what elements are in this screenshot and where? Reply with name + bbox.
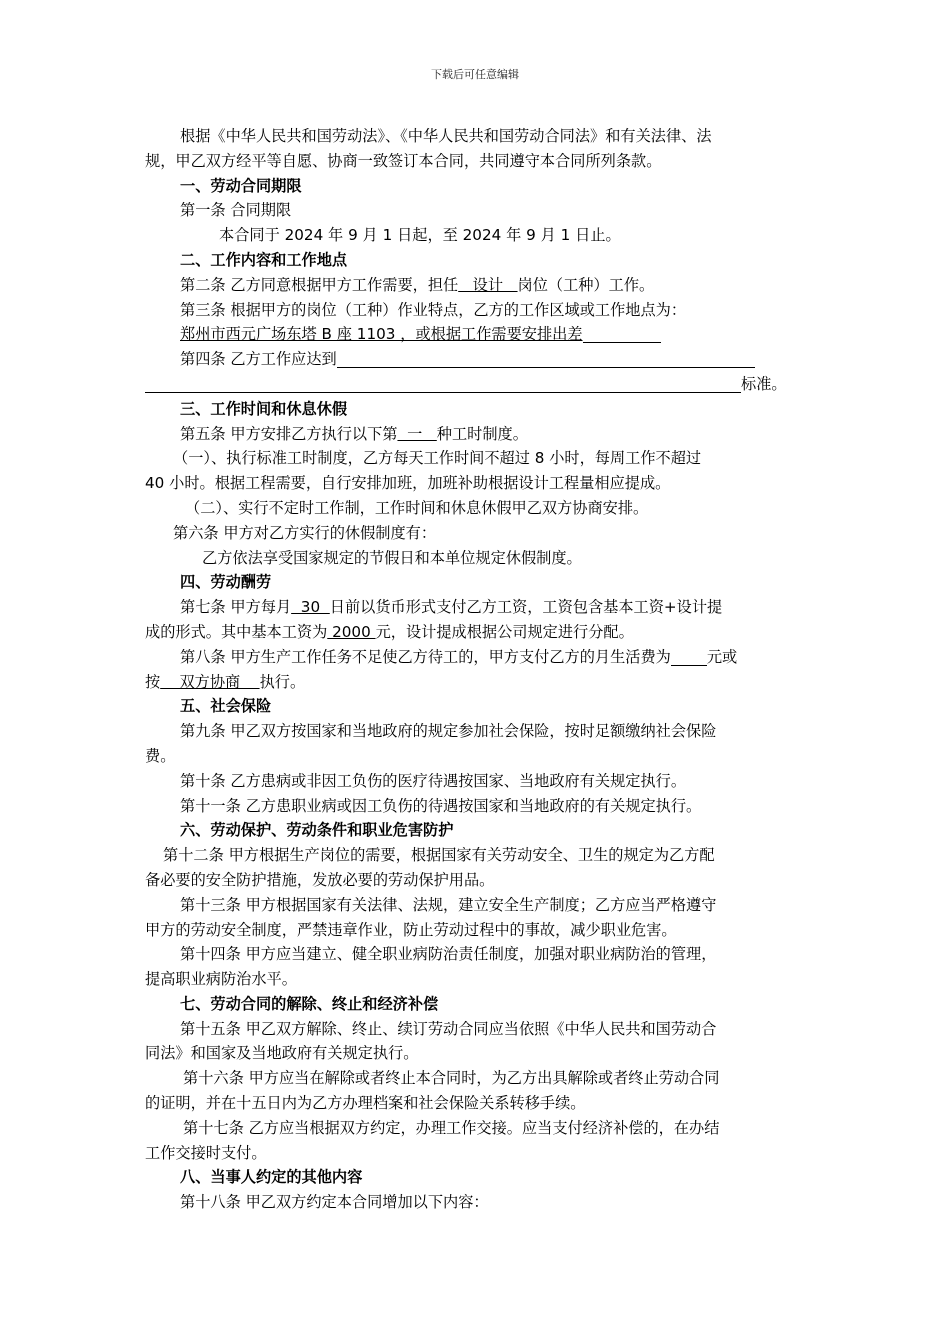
article-8-mid: 元或 [706, 647, 738, 666]
section-heading-term: 一、劳动合同期限 [180, 176, 302, 195]
section-heading-insurance: 五、社会保险 [180, 697, 272, 716]
article-18: 第十八条 甲乙双方约定本合同增加以下内容： [180, 1193, 489, 1212]
article-1: 第一条 合同期限 [180, 201, 292, 220]
article-7-cont [145, 620, 805, 645]
work-location [145, 322, 805, 347]
article-16-cont: 的证明，并在十五日内为乙方办理档案和社会保险关系转移手续。 [145, 1094, 586, 1113]
intro-line-2: 规，甲乙双方经平等自愿、协商一致签订本合同，共同遵守本合同所列条款。 [145, 151, 662, 170]
work-location-blank [583, 325, 661, 343]
section-heading-other: 八、当事人约定的其他内容 [180, 1168, 363, 1187]
article-7-text: 第七条 甲方每月 [180, 598, 292, 617]
article-4-text: 第四条 乙方工作应达到 [180, 350, 337, 369]
article-14: 第十四条 甲方应当建立、健全职业病防治责任制度，加强对职业病防治的管理， [180, 945, 717, 964]
page-header-note: 下载后可任意编辑 [431, 68, 519, 81]
standard-blank-2 [145, 375, 741, 393]
article-2 [145, 273, 805, 298]
contract-body [145, 124, 805, 1215]
article-8-text: 第八条 甲方生产工作任务不足使乙方待工的，甲方支付乙方的月生活费为 [180, 647, 671, 666]
article-16: 第十六条 甲方应当在解除或者终止本合同时，为乙方出具解除或者终止劳动合同 [183, 1069, 720, 1088]
job-position-field: 设计 [458, 275, 518, 294]
base-salary-field: 2000 [327, 622, 376, 641]
article-7-cont-text: 成的形式。其中基本工资为 [145, 622, 328, 641]
article-5-option-1a: （一）、执行标准工时制度，乙方每天工作时间不超过 8 小时，每周工作不超过 [173, 449, 702, 468]
section-heading-termination: 七、劳动合同的解除、终止和经济补偿 [180, 994, 439, 1013]
article-4 [145, 347, 805, 372]
article-6: 第六条 甲方对乙方实行的休假制度有： [173, 523, 437, 542]
article-4-end: 标准。 [741, 374, 787, 393]
article-5-text: 第五条 甲方安排乙方执行以下第 [180, 424, 398, 443]
article-13-cont: 甲方的劳动安全制度，严禁违章作业，防止劳动过程中的事故，减少职业危害。 [145, 920, 677, 939]
article-11: 第十一条 乙方患职业病或因工负伤的待遇按国家和当地政府的有关规定执行。 [180, 796, 702, 815]
article-2-suffix: 岗位（工种）工作。 [517, 275, 655, 294]
work-location-field: 郑州市西元广场东塔 B 座 1103 ，或根据工作需要安排出差 [180, 325, 583, 344]
pay-day-field: 30 [291, 598, 330, 617]
article-4-cont [145, 372, 805, 397]
article-8-cont [145, 670, 805, 695]
living-allowance-blank [671, 648, 707, 666]
article-5-option-2: （二）、实行不定时工作制，工作时间和休息休假甲乙双方协商安排。 [185, 498, 649, 517]
article-5-option-1b: 40 小时。根据工程需要，自行安排加班，加班补助根据设计工程量相应提成。 [145, 474, 671, 493]
article-5-suffix: 种工时制度。 [436, 424, 528, 443]
article-8 [145, 645, 805, 670]
article-7 [145, 595, 805, 620]
section-heading-protection: 六、劳动保护、劳动条件和职业危害防护 [180, 821, 454, 840]
article-3: 第三条 根据甲方的岗位（工种）作业特点，乙方的工作区域或工作地点为： [180, 300, 687, 319]
article-12-cont: 备必要的安全防护措施，发放必要的劳动保护用品。 [145, 870, 495, 889]
article-15: 第十五条 甲乙双方解除、终止、续订劳动合同应当依照《中华人民共和国劳动合 [180, 1019, 717, 1038]
article-8-cont-text: 按 [145, 672, 161, 691]
article-8-cont-suffix: 执行。 [259, 672, 306, 691]
section-heading-work: 二、工作内容和工作地点 [180, 250, 348, 269]
article-14-cont: 提高职业病防治水平。 [145, 970, 297, 989]
intro-line-1: 根据《中华人民共和国劳动法》、《中华人民共和国劳动合同法》和有关法律、法 [180, 127, 712, 145]
article-15-cont: 同法》和国家及当地政府有关规定执行。 [145, 1044, 419, 1063]
article-6-detail: 乙方依法享受国家规定的节假日和本单位规定休假制度。 [202, 548, 582, 567]
standard-blank-1 [337, 350, 755, 368]
article-12: 第十二条 甲方根据生产岗位的需要，根据国家有关劳动安全、卫生的规定为乙方配 [163, 846, 715, 865]
article-10: 第十条 乙方患病或非因工负伤的医疗待遇按国家、当地政府有关规定执行。 [180, 771, 687, 790]
section-heading-pay: 四、劳动酬劳 [180, 573, 272, 592]
article-17-cont: 工作交接时支付。 [145, 1143, 267, 1162]
article-9-cont: 费。 [145, 746, 176, 765]
article-2-text: 第二条 乙方同意根据甲方工作需要，担任 [180, 275, 459, 294]
article-13: 第十三条 甲方根据国家有关法律、法规，建立安全生产制度；乙方应当严格遵守 [180, 895, 717, 914]
section-heading-hours: 三、工作时间和休息休假 [180, 399, 348, 418]
article-7-suffix: 日前以货币形式支付乙方工资，工资包含基本工资+设计提 [329, 598, 723, 617]
contract-term-text: 本合同于 2024 年 9 月 1 日起，至 2024 年 9 月 1 日止。 [219, 226, 621, 245]
article-17: 第十七条 乙方应当根据双方约定，办理工作交接。应当支付经济补偿的，在办结 [183, 1118, 720, 1137]
negotiation-field: 双方协商 [160, 672, 260, 691]
article-5 [145, 422, 805, 447]
work-hour-system-field: 一 [397, 424, 437, 443]
article-9: 第九条 甲乙双方按国家和当地政府的规定参加社会保险，按时足额缴纳社会保险 [180, 722, 717, 741]
article-7-cont-suffix: 元，设计提成根据公司规定进行分配。 [375, 622, 634, 641]
